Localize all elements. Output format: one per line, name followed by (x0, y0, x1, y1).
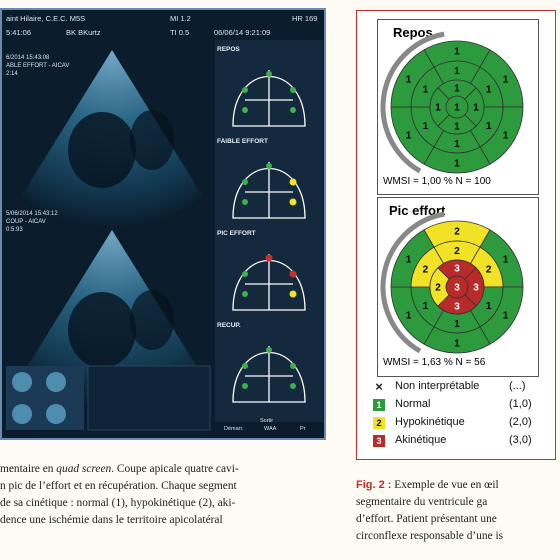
pic-segment-label: 2 (454, 246, 460, 257)
echo-overlay-top-line2: ABLE EFFORT - AICAV (6, 63, 70, 69)
caption-left-part1: mentaire en (0, 463, 57, 475)
caption-left-line4: dence une ischémie dans le territoire apicolatéral (0, 514, 223, 526)
pic-segment-label: 1 (405, 310, 412, 322)
caption-right-line3: d’effort. Patient présentant une (356, 513, 497, 525)
echo-overlay-bottom-line2: COUP - AICAV (6, 219, 46, 225)
repos-segment-label: 1 (454, 46, 460, 58)
caption-right-line1 (356, 478, 499, 493)
repos-bullseye (377, 19, 537, 195)
pic-segment-label: 1 (422, 300, 429, 312)
echo-header-ti: TI 0.5 (170, 28, 190, 37)
legend-value: (...) (509, 380, 526, 392)
legend-label: Hypokinétique (395, 416, 465, 428)
echo-overlay-top-line1: 6/2014 15:43:08 (6, 55, 50, 61)
caption-right-text1: Exemple de vue en œil (391, 479, 499, 491)
echo-header-mi: MI 1.2 (170, 14, 191, 23)
pic-segment-label: 3 (454, 301, 460, 313)
pic-segment-label: 1 (454, 319, 460, 330)
echo-overlay-top-line3: 2:14 (6, 71, 18, 77)
panel-label-pic-effort: PIC EFFORT (217, 230, 256, 237)
legend-label: Normal (395, 398, 431, 410)
echo-header-user: BK BKurtz (66, 28, 101, 37)
pic-segment-label: 1 (502, 310, 509, 322)
legend-item-akinetique (371, 434, 551, 450)
pic-segment-label: 1 (454, 338, 460, 350)
repos-segment-label: 1 (405, 130, 412, 142)
repos-wmsi: WMSI = 1,00 % N = 100 (383, 176, 491, 187)
echo-footer-demarr: Démarr. (224, 426, 244, 432)
echo-header-date: 06/06/14 9:21:09 (214, 28, 271, 37)
repos-segment-label: 1 (435, 102, 441, 114)
legend-value: (1,0) (509, 398, 532, 410)
echo-header-hr: HR 169 (292, 14, 318, 23)
echo-overlay-top (6, 54, 69, 78)
echo-header-site: aint Hilaire, C.E.C. M5S (6, 14, 86, 23)
repos-segment-label: 1 (454, 66, 460, 77)
echo-overlay-bottom (6, 210, 58, 234)
echo-footer-pr: Pr (300, 426, 306, 432)
caption-left-part2: . Coupe apicale quatre cavi- (111, 463, 239, 475)
caption-right-line4: circonflexe responsable d’une is (356, 530, 504, 542)
legend-item-non-interpretable (371, 380, 551, 396)
caption-left-line2: n pic de l’effort et en récupération. Chaque segment (0, 480, 237, 492)
figure-label: Fig. 2 : (356, 479, 392, 491)
pic-segment-label: 3 (473, 282, 479, 294)
repos-segment-label: 1 (502, 130, 509, 142)
pic-segment-label: 1 (405, 254, 412, 266)
pic-bullseye (377, 199, 537, 375)
panel-label-faible-effort: FAIBLE EFFORT (217, 138, 268, 145)
repos-segment-label: 1 (473, 102, 479, 114)
repos-segment-label: 1 (454, 83, 460, 95)
legend-label: Non interprétable (395, 380, 480, 392)
repos-segment-label: 1 (454, 139, 460, 150)
repos-segment-label: 1 (422, 120, 429, 132)
pic-segment-label: 1 (485, 300, 492, 312)
pic-segment-label: 2 (454, 226, 460, 238)
panel-label-repos: REPOS (217, 46, 240, 53)
pic-segment-label: 3 (454, 282, 460, 294)
pic-segment-label: 1 (502, 254, 509, 266)
repos-segment-label: 1 (485, 120, 492, 132)
pic-segment-label: 2 (485, 264, 492, 276)
echo-overlay-bottom-line1: 5/06/2014 15:43:12 (6, 211, 58, 217)
pic-segment-label: 3 (454, 263, 460, 275)
echo-footer-waa: WAA (264, 426, 277, 432)
repos-segment-label: 1 (454, 102, 460, 114)
repos-segment-label: 1 (422, 84, 429, 96)
caption-left-italic: quad screen (56, 463, 112, 475)
close-icon: × (375, 379, 383, 394)
repos-title: Repos (393, 25, 433, 40)
legend-swatch-akinetique: 3 (373, 435, 385, 447)
legend-value: (2,0) (509, 416, 532, 428)
legend-swatch-hypokinetique: 2 (373, 417, 385, 429)
caption-right-line2: segmentaire du ventricule ga (356, 496, 488, 508)
pic-title: Pic effort (389, 203, 446, 218)
pic-wmsi: WMSI = 1,63 % N = 56 (383, 357, 486, 368)
caption-left-line3: de sa cinétique : normal (1), hypokinétique (2), aki- (0, 497, 236, 509)
legend-label: Akinétique (395, 434, 447, 446)
echo-quad-screen (0, 8, 326, 440)
pic-segment-label: 2 (422, 264, 429, 276)
legend-item-hypokinetique (371, 416, 551, 432)
bullseye-figure (356, 10, 556, 460)
echo-header-time: 5:41:06 (6, 28, 32, 37)
caption-left-line1 (0, 462, 239, 477)
repos-segment-label: 1 (454, 121, 460, 133)
legend-value: (3,0) (509, 434, 532, 446)
echo-overlay-bottom-line3: 0:5:93 (6, 227, 23, 233)
legend-swatch-normal: 1 (373, 399, 385, 411)
legend-item-normal (371, 398, 551, 414)
repos-segment-label: 1 (502, 74, 509, 86)
echo-footer-sortir: Sortir (260, 418, 274, 424)
panel-label-recup: RECUP. (217, 322, 241, 329)
repos-segment-label: 1 (405, 74, 412, 86)
repos-segment-label: 1 (485, 84, 492, 96)
pic-segment-label: 2 (435, 282, 441, 294)
repos-segment-label: 1 (454, 158, 460, 170)
